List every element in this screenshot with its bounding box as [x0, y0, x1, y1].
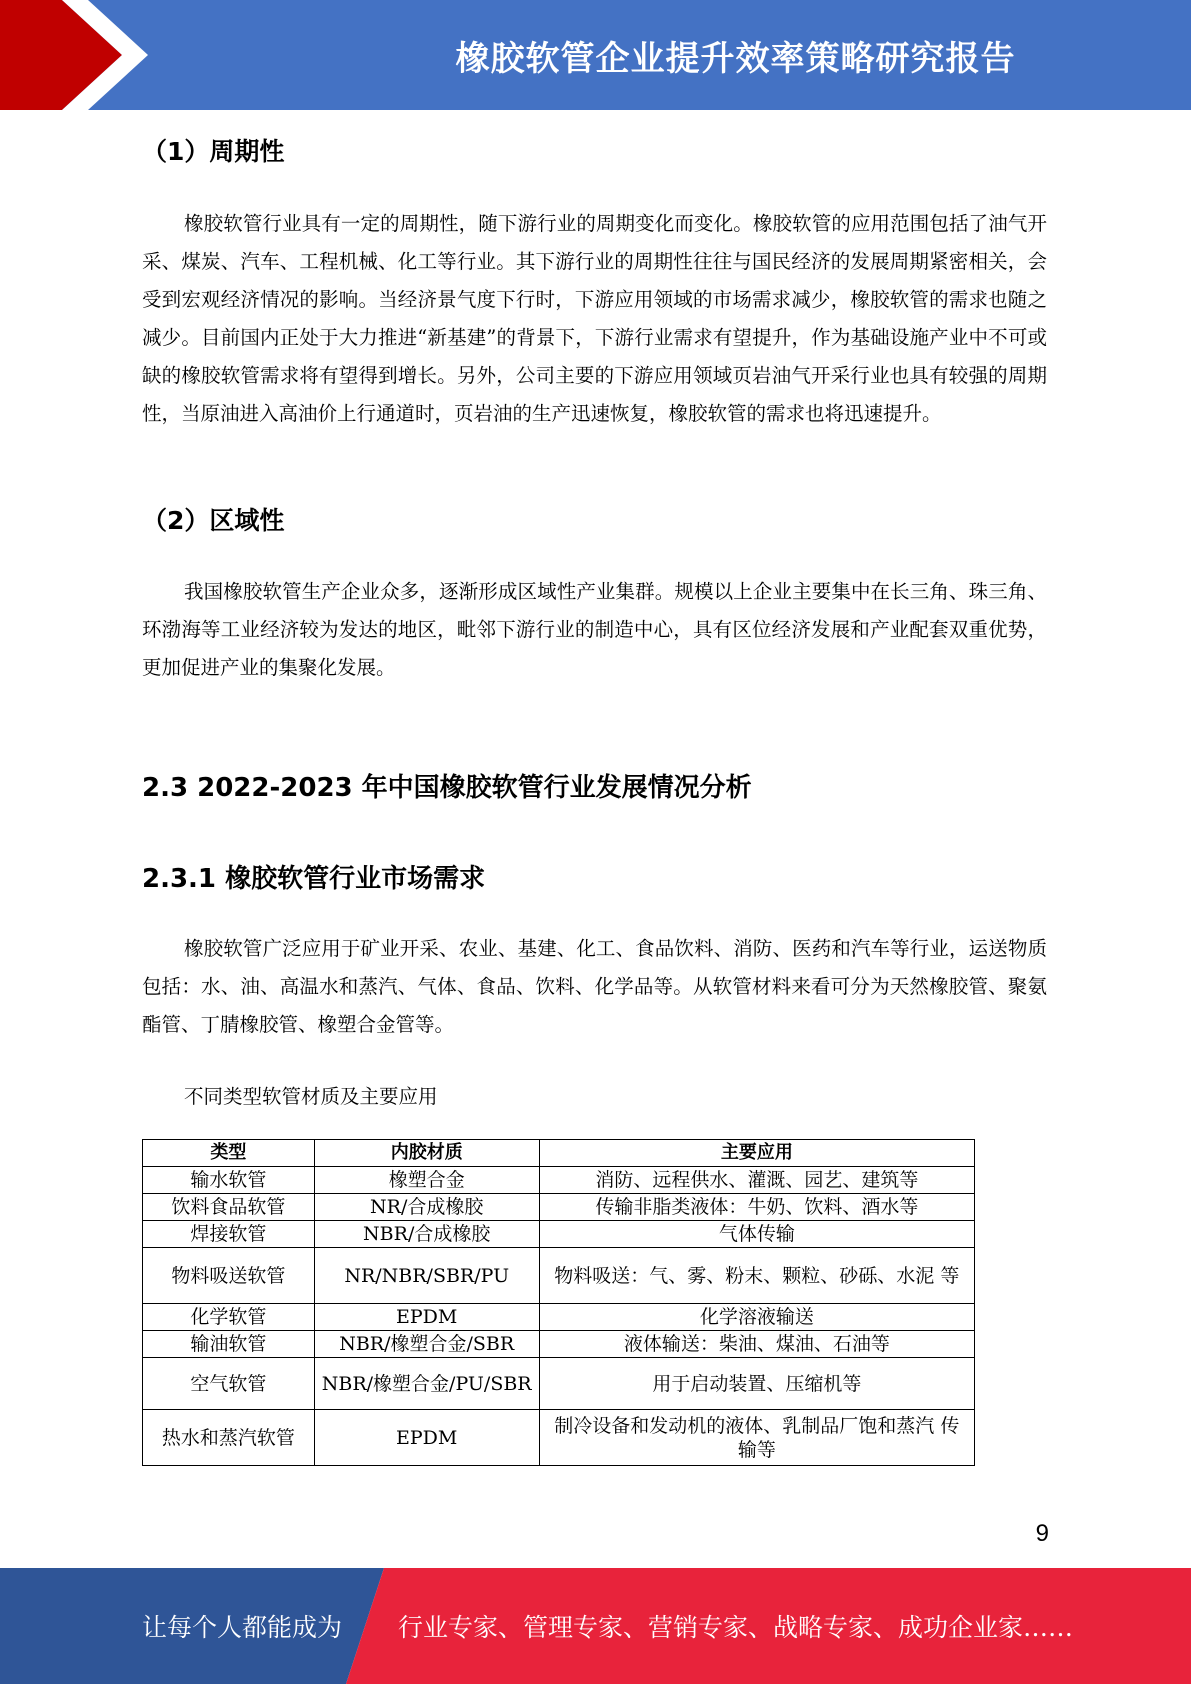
hose-material-table	[142, 1139, 975, 1466]
table-cell-type: 空气软管	[143, 1358, 315, 1410]
section-heading-2-3-1: 2.3.1 橡胶软管行业市场需求	[142, 864, 486, 894]
table-cell-application: 制冷设备和发动机的液体、乳制品厂饱和蒸汽 传输等	[539, 1410, 974, 1466]
paragraph-periodicity: 橡胶软管行业具有一定的周期性，随下游行业的周期变化而变化。橡胶软管的应用范围包括了油气开采、煤炭、汽车、工程机械、化工等行业。其下游行业的周期性往往与国民经济的发展周期紧密相关，会受到宏观经济情况的影响。当经济景气度下行时，下游应用领域的市场需求减少，橡胶软管的需求也随之减少。目前国内正处于大力推进“新基建”的背景下，下游行业需求有望提升，作为基础设施产业中不可或缺的橡胶软管需求将有望得到增长。另外，公司主要的下游应用领域页岩油气开采行业也具有较强的周期性，当原油进入高油价上行通道时，页岩油的生产迅速恢复，橡胶软管的需求也将迅速提升。	[142, 212, 1047, 425]
table-header-cell: 主要应用	[539, 1140, 974, 1167]
table-row	[143, 1167, 975, 1194]
table-cell-material: EPDM	[314, 1410, 539, 1466]
table-row	[143, 1358, 975, 1410]
section-heading-periodicity: （1）周期性	[142, 137, 285, 166]
table-cell-material: 橡塑合金	[314, 1167, 539, 1194]
table-row	[143, 1410, 975, 1466]
footer-banner	[0, 1568, 1191, 1684]
table-caption: 不同类型软管材质及主要应用	[184, 1085, 438, 1108]
section-heading-regional: （2）区域性	[142, 506, 285, 535]
table-cell-application: 用于启动装置、压缩机等	[539, 1358, 974, 1410]
table-header-cell: 内胶材质	[314, 1140, 539, 1167]
header-arrow-decoration	[0, 0, 300, 110]
table-header-cell: 类型	[143, 1140, 315, 1167]
table-cell-type: 焊接软管	[143, 1221, 315, 1248]
table-cell-type: 热水和蒸汽软管	[143, 1410, 315, 1466]
table-cell-material: EPDM	[314, 1304, 539, 1331]
table-cell-material: NBR/橡塑合金/SBR	[314, 1331, 539, 1358]
table-cell-material: NBR/合成橡胶	[314, 1221, 539, 1248]
table-cell-application: 化学溶液输送	[539, 1304, 974, 1331]
footer-slogan-right: 行业专家、管理专家、营销专家、战略专家、成功企业家……	[398, 1613, 1074, 1642]
paragraph-market-demand: 橡胶软管广泛应用于矿业开采、农业、基建、化工、食品饮料、消防、医药和汽车等行业，运送物质包括：水、油、高温水和蒸汽、气体、食品、饮料、化学品等。从软管材料来看可分为天然橡胶管、聚氨酯管、丁腈橡胶管、橡塑合金管等。	[142, 937, 1047, 1036]
section-heading-2-3: 2.3 2022-2023 年中国橡胶软管行业发展情况分析	[142, 773, 752, 803]
table-row	[143, 1221, 975, 1248]
paragraph-regional: 我国橡胶软管生产企业众多，逐渐形成区域性产业集群。规模以上企业主要集中在长三角、珠三角、环渤海等工业经济较为发达的地区，毗邻下游行业的制造中心，具有区位经济发展和产业配套双重优势，更加促进产业的集聚化发展。	[142, 580, 1047, 679]
table-cell-application: 物料吸送：气、雾、粉末、颗粒、砂砾、水泥 等	[539, 1248, 974, 1304]
table-cell-type: 输油软管	[143, 1331, 315, 1358]
table-cell-type: 饮料食品软管	[143, 1194, 315, 1221]
table-cell-application: 液体输送：柴油、煤油、石油等	[539, 1331, 974, 1358]
report-title: 橡胶软管企业提升效率策略研究报告	[455, 38, 1016, 79]
table-row	[143, 1248, 975, 1304]
header-banner	[0, 0, 1191, 110]
table-cell-application: 消防、远程供水、灌溉、园艺、建筑等	[539, 1167, 974, 1194]
table-cell-material: NR/NBR/SBR/PU	[314, 1248, 539, 1304]
table-cell-application: 传输非脂类液体：牛奶、饮料、酒水等	[539, 1194, 974, 1221]
table-row	[143, 1304, 975, 1331]
table-header-row	[143, 1140, 975, 1167]
footer-slogan-left: 让每个人都能成为	[142, 1613, 343, 1642]
table-cell-type: 物料吸送软管	[143, 1248, 315, 1304]
table-cell-type: 化学软管	[143, 1304, 315, 1331]
table-row	[143, 1194, 975, 1221]
table-cell-material: NBR/橡塑合金/PU/SBR	[314, 1358, 539, 1410]
table-cell-material: NR/合成橡胶	[314, 1194, 539, 1221]
table-row	[143, 1331, 975, 1358]
table-cell-application: 气体传输	[539, 1221, 974, 1248]
page-number: 9	[1035, 1520, 1049, 1547]
table-cell-type: 输水软管	[143, 1167, 315, 1194]
